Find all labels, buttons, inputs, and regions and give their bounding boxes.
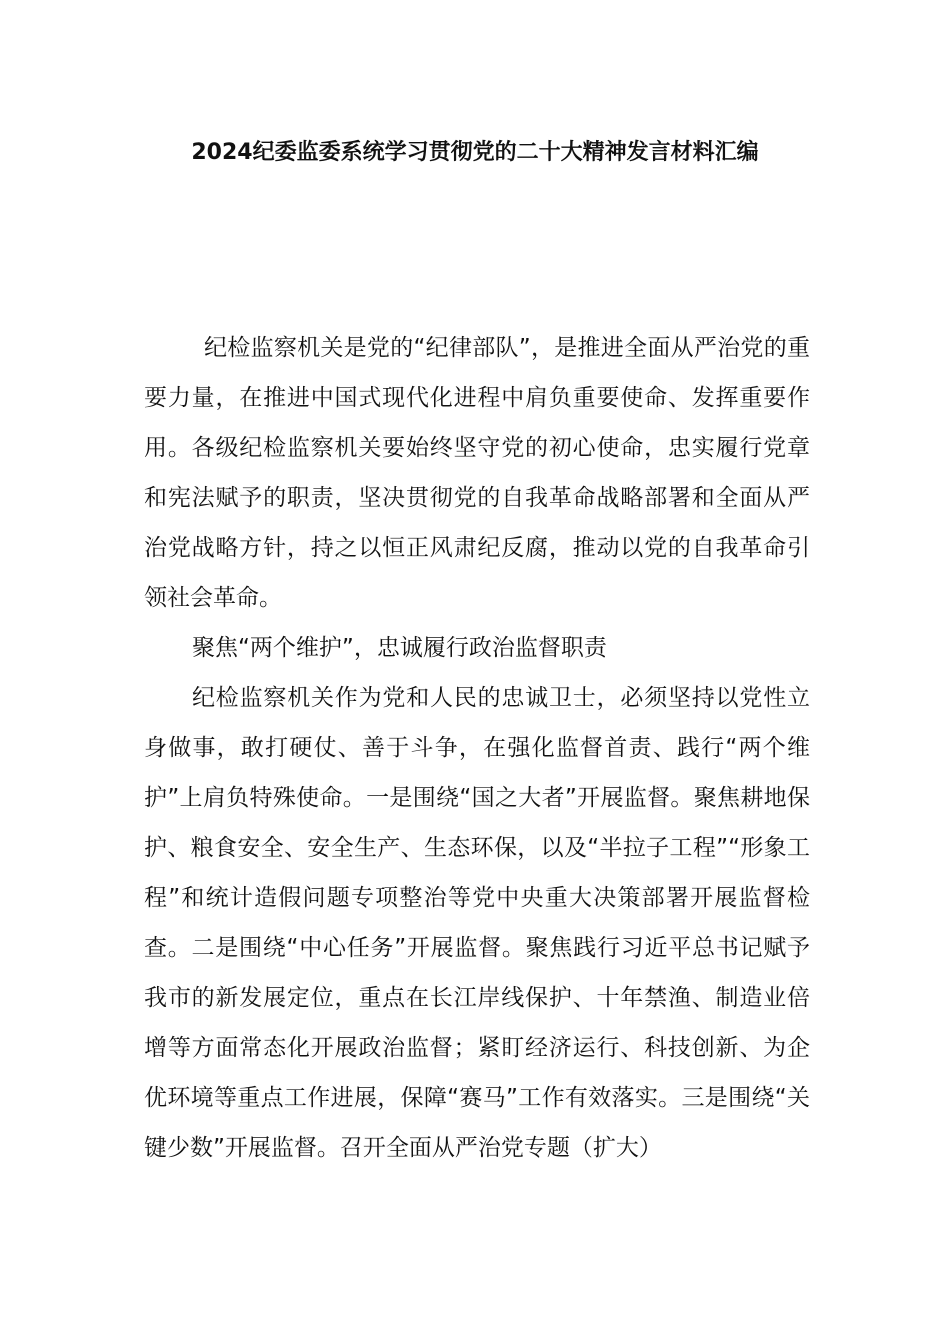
document-body — [144, 323, 810, 1173]
paragraph-supervision: 纪检监察机关作为党和人民的忠诚卫士，必须坚持以党性立身做事，敢打硬仗、善于斗争，在强化监督首责、践行“两个维护”上肩负特殊使命。一是围绕“国之大者”开展监督。聚焦耕地保护、粮食安全、安全生产、生态环保，以及“半拉子工程”“形象工程”和统计造假问题专项整治等党中央重大决策部署开展监督检查。二是围绕“中心任务”开展监督。聚焦践行习近平总书记赋予我市的新发展定位，重点在长江岸线保护、十年禁渔、制造业倍增等方面常态化开展政治监督；紧盯经济运行、科技创新、为企优环境等重点工作进展，保障“赛马”工作有效落实。三是围绕“关键少数”开展监督。召开全面从严治党专题（扩大） — [144, 685, 810, 1161]
document-title: 2024纪委监委系统学习贯彻党的二十大精神发言材料汇编 — [191, 140, 759, 165]
section-heading: 聚焦“两个维护”，忠诚履行政治监督职责 — [192, 635, 607, 661]
paragraph-intro: 纪检监察机关是党的“纪律部队”，是推进全面从严治党的重要力量，在推进中国式现代化进程中肩负重要使命、发挥重要作用。各级纪检监察机关要始终坚守党的初心使命，忠实履行党章和宪法赋予的职责，坚决贯彻党的自我革命战略部署和全面从严治党战略方针，持之以恒正风肃纪反腐，推动以党的自我革命引领社会革命。 — [144, 335, 810, 611]
